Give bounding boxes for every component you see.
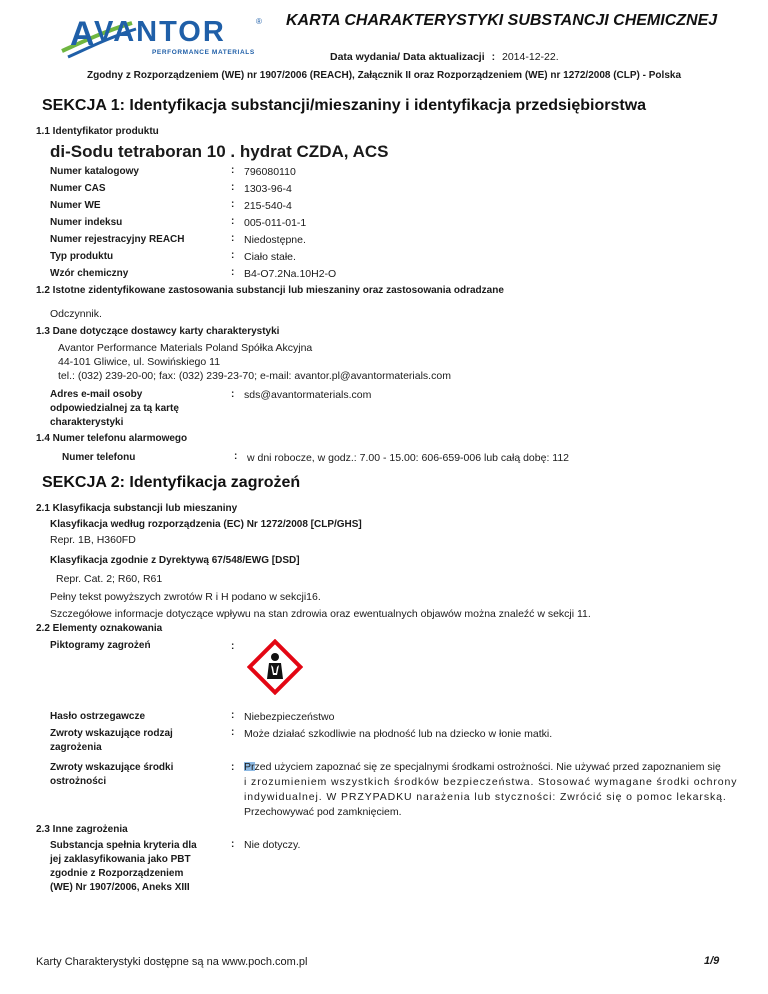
- field-colon: :: [231, 182, 235, 193]
- precaution-label-line-2: ostrożności: [50, 776, 107, 787]
- field-value-formula: B4-O7.2Na.10H2-O: [244, 268, 337, 280]
- pictogram-label: Piktogramy zagrożeń: [50, 640, 151, 651]
- field-colon: :: [231, 267, 235, 278]
- issue-date-label: Data wydania/ Data aktualizacji: [330, 51, 485, 63]
- details-note: Szczegółowe informacje dotyczące wpływu na stan zdrowia oraz ewentualnych objawów można znaleźć w sekcji 11.: [50, 608, 591, 620]
- subsection-2-3: 2.3 Inne zagrożenia: [36, 824, 128, 835]
- clp-value: Repr. 1B, H360FD: [50, 534, 136, 546]
- pbt-label-line-3: zgodnie z Rozporządzeniem: [50, 868, 184, 879]
- section-1-title: SEKCJA 1: Identyfikacja substancji/mieszaniny i identyfikacja przedsiębiorstwa: [42, 97, 647, 114]
- identified-use: Odczynnik.: [50, 308, 102, 320]
- field-label-formula: Wzór chemiczny: [50, 268, 129, 279]
- field-value-we: 215-540-4: [244, 200, 292, 212]
- precaution-line-3: indywidualnej. W PRZYPADKU narażenia lub styczności: Zwrócić się o pomoc lekarską.: [244, 791, 727, 803]
- field-label-index: Numer indeksu: [50, 217, 123, 228]
- subsection-1-4: 1.4 Numer telefonu alarmowego: [36, 433, 188, 444]
- field-colon: :: [234, 451, 238, 462]
- signal-word-label: Hasło ostrzegawcze: [50, 711, 146, 722]
- field-colon: :: [231, 710, 235, 721]
- field-colon: :: [231, 389, 235, 400]
- signal-word-value: Niebezpieczeństwo: [244, 711, 335, 723]
- field-colon: :: [231, 165, 235, 176]
- email-label-line-1: Adres e-mail osoby: [50, 389, 143, 400]
- logo-letter-a: A: [70, 15, 95, 53]
- field-value-index: 005-011-01-1: [244, 217, 307, 229]
- regulation-line: Zgodny z Rozporządzeniem (WE) nr 1907/2006 (REACH), Załącznik II oraz Rozporządzeniem (WE) nr 1272/2008 (CLP) - Polska: [86, 70, 682, 81]
- field-value-reach: Niedostępne.: [244, 234, 306, 246]
- supplier-line-3: tel.: (032) 239-20-00; fax: (032) 239-23-70; e-mail: avantor.pl@avantormaterials.com: [58, 370, 451, 382]
- phone-value: w dni robocze, w godz.: 7.00 - 15.00: 606-659-006 lub całą dobę: 112: [247, 452, 570, 464]
- pbt-label-line-1: Substancja spełnia kryteria dla: [50, 840, 197, 851]
- pbt-label-line-2: jej zaklasyfikowania jako PBT: [50, 854, 191, 865]
- supplier-line-1: Avantor Performance Materials Poland Spółka Akcyjna: [58, 342, 313, 354]
- field-colon: :: [231, 250, 235, 261]
- dsd-value: Repr. Cat. 2; R60, R61: [56, 573, 163, 585]
- field-label-product-type: Typ produktu: [50, 251, 114, 262]
- document-title: KARTA CHARAKTERYSTYKI SUBSTANCJI CHEMICZNEJ: [286, 12, 718, 29]
- field-colon: :: [231, 199, 235, 210]
- subsection-1-3: 1.3 Dane dotyczące dostawcy karty charakterystyki: [36, 326, 280, 337]
- subsection-1-2: 1.2 Istotne zidentyfikowane zastosowania substancji lub mieszaniny oraz zastosowania odradzane: [36, 285, 504, 296]
- logo-subtitle: PERFORMANCE MATERIALS: [152, 49, 255, 56]
- full-text-note: Pełny tekst powyższych zwrotów R i H podano w sekcji16.: [50, 591, 321, 603]
- email-label-line-2: odpowiedzialnej za tą kartę: [50, 403, 179, 414]
- issue-date-value: 2014-12-22.: [502, 51, 559, 63]
- precaution-line-4: Przechowywać pod zamknięciem.: [244, 806, 402, 818]
- page-number: 1/9: [704, 955, 720, 967]
- hazard-statement-label-line-1: Zwroty wskazujące rodzaj: [50, 728, 173, 739]
- field-label-we: Numer WE: [50, 200, 101, 211]
- field-label-reach: Numer rejestracyjny REACH: [50, 234, 185, 245]
- field-value-product-type: Ciało stałe.: [244, 251, 296, 263]
- precaution-line-1: Przed użyciem zapoznać się ze specjalnymi środkami ostrożności. Nie używać przed zapoznaniem się: [244, 761, 721, 773]
- dsd-heading: Klasyfikacja zgodnie z Dyrektywą 67/548/EWG [DSD]: [50, 555, 300, 566]
- avantor-logo: [60, 13, 270, 65]
- logo-trademark: ®: [256, 17, 262, 26]
- field-label-cas: Numer CAS: [50, 183, 106, 194]
- subsection-2-1: 2.1 Klasyfikacja substancji lub mieszaniny: [36, 503, 238, 514]
- subsection-2-2: 2.2 Elementy oznakowania: [36, 623, 163, 634]
- pbt-label-line-4: (WE) Nr 1907/2006, Aneks XIII: [50, 882, 190, 893]
- logo-wordmark: VANTOR: [94, 16, 226, 48]
- field-colon: :: [231, 727, 235, 738]
- issue-date-colon: :: [491, 51, 496, 63]
- precaution-label-line-1: Zwroty wskazujące środki: [50, 762, 174, 773]
- footer-availability-note: Karty Charakterystyki dostępne są na www.poch.com.pl: [36, 956, 308, 968]
- hazard-statement-value: Może działać szkodliwie na płodność lub na dziecko w łonie matki.: [244, 728, 553, 740]
- field-colon: :: [231, 762, 235, 773]
- clp-heading: Klasyfikacja według rozporządzenia (EC) Nr 1272/2008 [CLP/GHS]: [50, 519, 362, 530]
- supplier-line-2: 44-101 Gliwice, ul. Sowińskiego 11: [58, 356, 221, 368]
- precaution-line-2: i zrozumieniem wszystkich środków bezpieczeństwa. Stosować wymagane środki ochrony: [244, 776, 738, 788]
- pbt-value: Nie dotyczy.: [244, 839, 301, 851]
- field-label-catalog: Numer katalogowy: [50, 166, 139, 177]
- field-value-cas: 1303-96-4: [244, 183, 292, 195]
- email-label-line-3: charakterystyki: [50, 417, 124, 428]
- field-colon: :: [231, 233, 235, 244]
- field-colon: :: [231, 641, 235, 652]
- email-value: sds@avantormaterials.com: [244, 389, 372, 401]
- subsection-1-1: 1.1 Identyfikator produktu: [36, 126, 159, 137]
- field-colon: :: [231, 839, 235, 850]
- ghs08-health-hazard-icon: [247, 639, 303, 695]
- field-value-catalog: 796080110: [244, 166, 296, 178]
- product-name: di-Sodu tetraboran 10 . hydrat CZDA, ACS: [50, 142, 389, 161]
- phone-label: Numer telefonu: [62, 452, 136, 463]
- issue-date-line: [330, 51, 559, 63]
- section-2-title: SEKCJA 2: Identyfikacja zagrożeń: [42, 474, 301, 491]
- hazard-statement-label-line-2: zagrożenia: [50, 742, 102, 753]
- field-colon: :: [231, 216, 235, 227]
